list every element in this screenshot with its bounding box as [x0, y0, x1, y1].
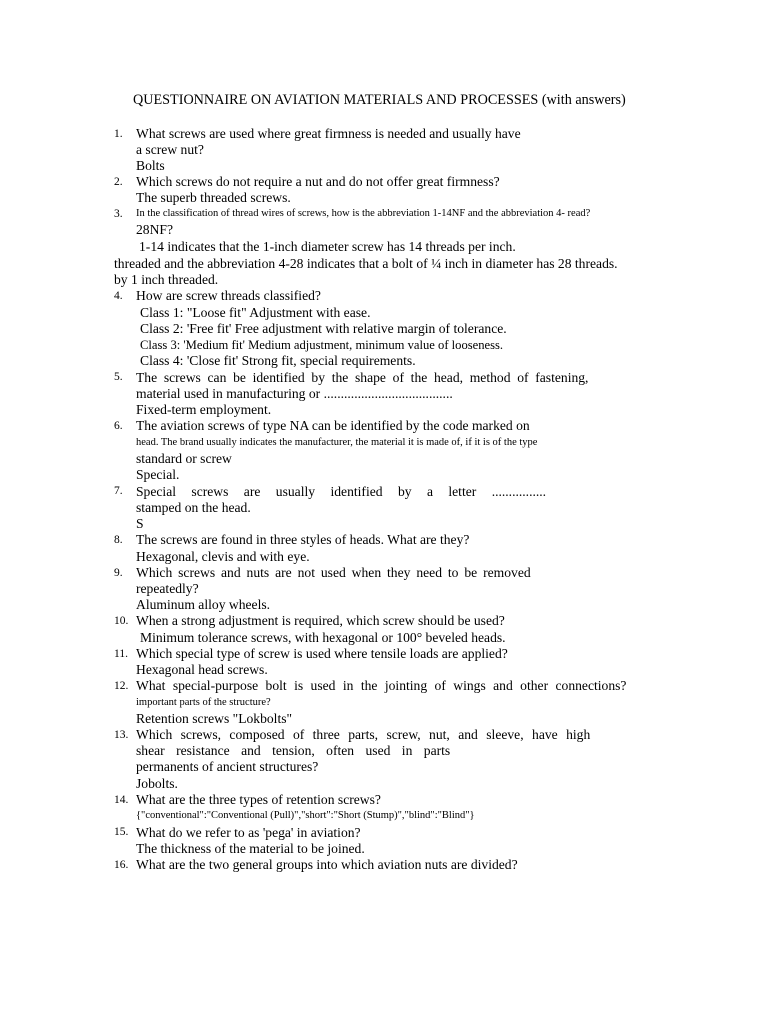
question-text: head. The brand usually indicates the manufacturer, the material it is made of, if it is of the type	[136, 437, 538, 448]
question-text: stamped on the head.	[136, 500, 251, 515]
question-text: What screws are used where great firmness is needed and usually have	[136, 126, 521, 141]
answer-text: Fixed-term employment.	[136, 402, 272, 417]
answer-text: The thickness of the material to be joined.	[136, 841, 365, 856]
question-number: 4.	[114, 290, 123, 302]
question-number: 2.	[114, 176, 123, 188]
question-text: repeatedly?	[136, 581, 199, 596]
question-text: The aviation screws of type NA can be identified by the code marked on	[136, 418, 530, 433]
question-number: 14.	[114, 794, 129, 806]
answer-text: threaded and the abbreviation 4-28 indicates that a bolt of ¼ inch in diameter has 28 threads.	[114, 256, 618, 271]
question-number: 15.	[114, 826, 129, 838]
question-number: 10.	[114, 615, 129, 627]
question-text: The screws can be identified by the shape of the head, method of fastening,	[136, 370, 589, 385]
question-text: 28NF?	[136, 222, 174, 237]
question-number: 5.	[114, 371, 123, 383]
question-number: 7.	[114, 485, 123, 497]
answer-text: Jobolts.	[136, 776, 178, 791]
question-text: What are the three types of retention screws?	[136, 792, 381, 807]
answer-text: {"conventional":"Conventional (Pull)","short":"Short (Stump)","blind":"Blind"}	[136, 810, 475, 821]
answer-text: The superb threaded screws.	[136, 190, 291, 205]
question-text: What are the two general groups into which aviation nuts are divided?	[136, 857, 518, 872]
answer-text: Minimum tolerance screws, with hexagonal or 100° beveled heads.	[140, 630, 506, 645]
answer-text: Class 2: 'Free fit' Free adjustment with relative margin of tolerance.	[140, 321, 507, 336]
question-number: 6.	[114, 420, 123, 432]
answer-text: Hexagonal head screws.	[136, 662, 268, 677]
question-text: The screws are found in three styles of heads. What are they?	[136, 532, 470, 547]
question-text: Which screws do not require a nut and do not offer great firmness?	[136, 174, 500, 189]
answer-text: Aluminum alloy wheels.	[136, 597, 271, 612]
answer-text: S	[136, 516, 144, 531]
question-text: permanents of ancient structures?	[136, 759, 319, 774]
question-text: What do we refer to as 'pega' in aviation?	[136, 825, 361, 840]
question-text: Which special type of screw is used where tensile loads are applied?	[136, 646, 508, 661]
question-text: In the classification of thread wires of screws, how is the abbreviation 1-14NF and the abbreviation 4- read?	[136, 208, 591, 219]
question-text: How are screw threads classified?	[136, 288, 321, 303]
answer-text: Retention screws "Lokbolts"	[136, 711, 293, 726]
answer-text: Special.	[136, 467, 180, 482]
answer-text: Bolts	[136, 158, 165, 173]
question-text: Which screws, composed of three parts, screw, nut, and sleeve, have high	[136, 727, 591, 742]
question-text: important parts of the structure?	[136, 697, 271, 708]
question-text: What special-purpose bolt is used in the jointing of wings and other connections?	[136, 678, 627, 693]
answer-text: 1-14 indicates that the 1-inch diameter screw has 14 threads per inch.	[139, 239, 516, 254]
question-number: 1.	[114, 128, 123, 140]
answer-text: Class 3: 'Medium fit' Medium adjustment, minimum value of looseness.	[140, 338, 504, 352]
question-number: 3.	[114, 208, 123, 220]
question-number: 16.	[114, 859, 129, 871]
question-text: shear resistance and tension, often used in parts	[136, 743, 451, 758]
page-title: QUESTIONNAIRE ON AVIATION MATERIALS AND PROCESSES (with answers)	[133, 92, 626, 108]
question-number: 13.	[114, 729, 129, 741]
question-number: 9.	[114, 567, 123, 579]
question-text: standard or screw	[136, 451, 232, 466]
question-text: a screw nut?	[136, 142, 204, 157]
question-number: 12.	[114, 680, 129, 692]
question-text: Which screws and nuts are not used when they need to be removed	[136, 565, 531, 580]
answer-text: Class 4: 'Close fit' Strong fit, special requirements.	[140, 353, 416, 368]
answer-text: Class 1: "Loose fit" Adjustment with ease.	[140, 305, 371, 320]
question-text: When a strong adjustment is required, which screw should be used?	[136, 613, 505, 628]
answer-text: by 1 inch threaded.	[114, 272, 219, 287]
question-number: 8.	[114, 534, 123, 546]
answer-text: Hexagonal, clevis and with eye.	[136, 549, 310, 564]
question-number: 11.	[114, 648, 128, 660]
question-text: material used in manufacturing or ......................................	[136, 386, 453, 401]
question-text: Special screws are usually identified by a letter ................	[136, 484, 547, 499]
